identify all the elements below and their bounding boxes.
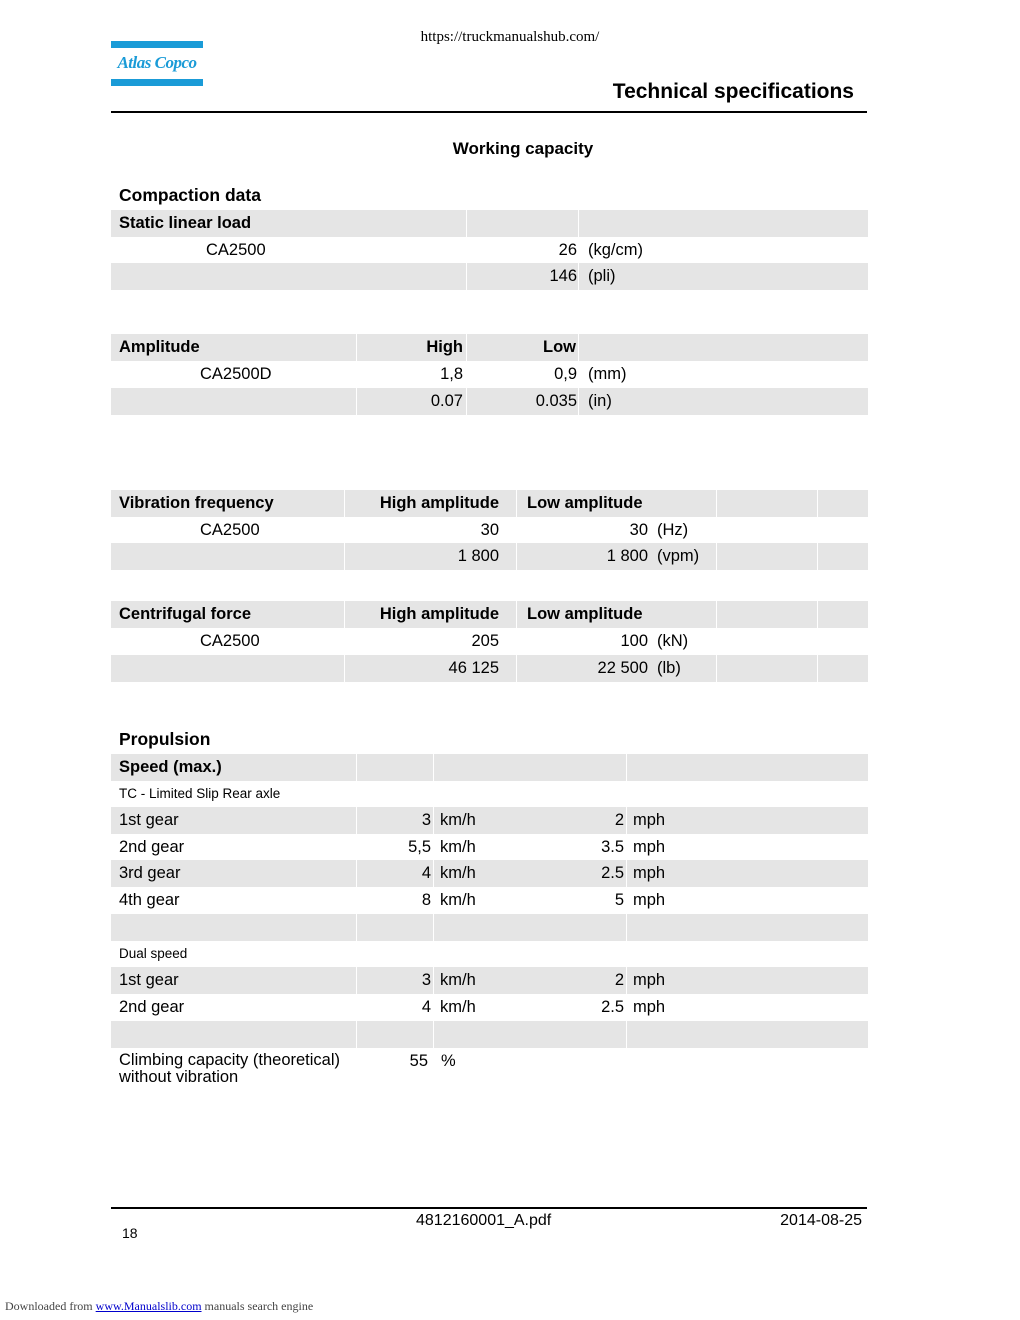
speed-mph: 2.5 <box>601 864 624 883</box>
vibration-high: 1 800 <box>457 547 499 565</box>
col-high: High <box>426 338 463 356</box>
speed-mph: 2.5 <box>601 997 624 1016</box>
tc-subheader <box>111 780 868 807</box>
gear-row <box>111 807 868 834</box>
speed-mph-unit: mph <box>633 997 666 1016</box>
centrifugal-header <box>111 601 868 628</box>
download-notice: Downloaded from www.Manualslib.com manuals search engine <box>5 1299 314 1313</box>
load-value: 26 <box>558 241 577 259</box>
speed-kmh: 5,5 <box>408 837 431 856</box>
speed-kmh: 3 <box>421 971 431 989</box>
centrifugal-row <box>111 655 868 682</box>
col-low: Low <box>543 338 576 356</box>
header-rule <box>111 111 867 113</box>
speed-kmh-unit: km/h <box>440 997 476 1016</box>
col-low-amplitude: Low amplitude <box>527 494 643 512</box>
section-title: Working capacity <box>452 139 594 158</box>
page-title: Technical specifications <box>612 80 854 103</box>
vibration-low: 1 800 <box>606 547 648 565</box>
speed-kmh: 4 <box>421 997 431 1016</box>
atlas-copco-logo: Atlas Copco <box>111 41 203 86</box>
footer-rule <box>111 1207 867 1209</box>
vibration-row <box>111 543 868 570</box>
vibration-label: Vibration frequency <box>119 494 274 512</box>
amplitude-row <box>111 388 868 415</box>
centrifugal-row <box>111 628 868 655</box>
speed-mph: 3.5 <box>601 837 624 856</box>
model-label: CA2500 <box>200 521 260 539</box>
spacer-row <box>111 1021 868 1048</box>
centrifugal-high: 205 <box>471 632 499 650</box>
gear-row <box>111 967 868 994</box>
footer-filename: 4812160001_A.pdf <box>416 1212 552 1229</box>
climbing-capacity-unit: % <box>441 1052 456 1070</box>
gear-row <box>111 834 868 861</box>
compaction-title: Compaction data <box>119 185 261 205</box>
static-linear-load-row <box>111 237 868 264</box>
speed-mph-unit: mph <box>633 891 666 910</box>
speed-kmh-unit: km/h <box>440 971 476 989</box>
speed-kmh-unit: km/h <box>440 837 476 856</box>
speed-mph: 2 <box>614 811 624 829</box>
spacer-row <box>111 914 868 941</box>
model-label: CA2500D <box>200 365 272 383</box>
footer-date: 2014-08-25 <box>780 1212 862 1229</box>
centrifugal-label: Centrifugal force <box>119 605 252 623</box>
gear-name: 1st gear <box>119 971 179 989</box>
speed-label: Speed (max.) <box>119 758 222 776</box>
vibration-unit: (Hz) <box>657 521 689 539</box>
gear-name: 2nd gear <box>119 997 185 1016</box>
col-high-amplitude: High amplitude <box>379 494 499 512</box>
col-low-amplitude: Low amplitude <box>527 605 643 623</box>
speed-kmh-unit: km/h <box>440 891 476 910</box>
climbing-capacity-label: Climbing capacity (theoretical) without vibration <box>119 1051 341 1086</box>
amplitude-label: Amplitude <box>119 338 200 356</box>
centrifugal-high: 46 125 <box>448 659 499 677</box>
static-linear-load-label: Static linear load <box>119 214 252 232</box>
load-unit: (pli) <box>588 267 616 285</box>
speed-mph-unit: mph <box>633 864 666 883</box>
speed-kmh-unit: km/h <box>440 864 476 883</box>
centrifugal-unit: (lb) <box>657 659 681 677</box>
amplitude-header <box>111 334 868 361</box>
vibration-low: 30 <box>629 521 648 539</box>
static-linear-load-header <box>111 210 868 237</box>
centrifugal-low: 100 <box>620 632 648 650</box>
vibration-row <box>111 517 868 544</box>
load-value: 146 <box>549 267 577 285</box>
speed-kmh-unit: km/h <box>440 811 476 829</box>
gear-row <box>111 860 868 887</box>
centrifugal-unit: (kN) <box>657 632 689 650</box>
gear-row <box>111 887 868 914</box>
speed-kmh: 8 <box>421 891 431 910</box>
model-label: CA2500 <box>200 632 260 650</box>
dual-label: Dual speed <box>119 946 188 961</box>
speed-mph-unit: mph <box>633 837 666 856</box>
amplitude-row <box>111 361 868 388</box>
gear-name: 4th gear <box>119 891 180 910</box>
speed-header <box>111 754 868 781</box>
amplitude-low: 0.035 <box>535 392 577 410</box>
gear-name: 1st gear <box>119 811 179 829</box>
amplitude-high: 1,8 <box>440 365 463 383</box>
amplitude-unit: (mm) <box>588 365 627 383</box>
climbing-capacity-value: 55 <box>409 1052 428 1070</box>
model-label: CA2500 <box>206 241 266 259</box>
propulsion-title: Propulsion <box>119 729 211 749</box>
dual-subheader <box>111 940 868 967</box>
speed-kmh: 3 <box>421 811 431 829</box>
speed-mph-unit: mph <box>633 971 666 989</box>
vibration-high: 30 <box>480 521 499 539</box>
page-number: 18 <box>122 1225 138 1241</box>
amplitude-unit: (in) <box>588 392 612 410</box>
load-unit: (kg/cm) <box>588 241 643 259</box>
col-high-amplitude: High amplitude <box>379 605 499 623</box>
vibration-header <box>111 490 868 517</box>
manualslib-link[interactable]: www.Manualslib.com <box>95 1299 202 1313</box>
speed-mph: 5 <box>614 891 624 910</box>
tc-label: TC - Limited Slip Rear axle <box>119 786 281 801</box>
speed-mph-unit: mph <box>633 811 666 829</box>
speed-kmh: 4 <box>421 864 431 883</box>
centrifugal-low: 22 500 <box>597 659 648 677</box>
static-linear-load-row <box>111 263 868 290</box>
amplitude-high: 0.07 <box>430 392 463 410</box>
speed-mph: 2 <box>614 971 624 989</box>
source-url: https://truckmanualshub.com/ <box>420 29 600 45</box>
gear-name: 2nd gear <box>119 837 185 856</box>
amplitude-low: 0,9 <box>554 365 577 383</box>
vibration-unit: (vpm) <box>657 547 700 565</box>
gear-name: 3rd gear <box>119 864 181 883</box>
gear-row <box>111 994 868 1021</box>
